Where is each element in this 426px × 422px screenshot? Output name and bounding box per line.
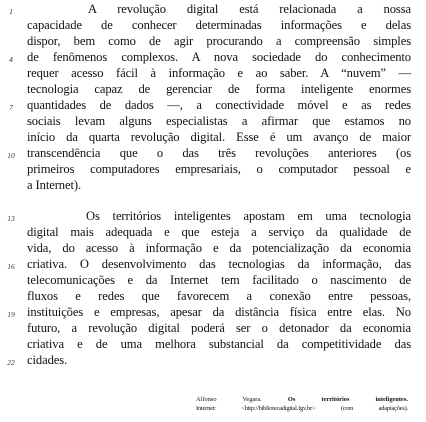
line-number-19: 19: [7, 310, 15, 319]
line-number-22: 22: [7, 358, 15, 367]
source-line-2: Internet: <http://bibliotecadigital.fgv.br> (com adaptações).: [196, 405, 408, 412]
text-line: tecnologia capaz de gerenciar de forma inteligente enormes: [27, 82, 411, 96]
text-line: fluxos e redes que favorecem a conexão entre pessoas,: [27, 289, 411, 303]
text-line: A revolução digital está relacionada a nossa: [88, 2, 411, 16]
text-line: primeiros computadores empresariais, o computador pessoal e: [27, 162, 411, 176]
line-number-1: 1: [9, 7, 13, 16]
text-line: futuro, a revolução digital poderá ser o detonador da economia: [27, 321, 411, 335]
text-line: telecomunicações e da Internet tem facilitado o nascimento de: [27, 273, 411, 287]
text-line: quantidades de dados —, a conectividade móvel e as redes: [27, 98, 411, 112]
line-number-10: 10: [7, 151, 15, 160]
text-line: digital mais adequada e que esteja a serviço da qualidade de: [27, 225, 411, 239]
text-line: cidades.: [27, 353, 68, 367]
line-number-7: 7: [9, 103, 13, 112]
source-author: Alfonso Vegara.: [196, 396, 262, 403]
line-number-13: 13: [7, 214, 15, 223]
text-line: requer acesso fácil à informação e ao saber. A “nuvem” —: [27, 66, 411, 80]
text-line: capacidade de conhecer determinadas informações e delas: [27, 18, 411, 32]
source-title: Os territórios inteligentes.: [287, 396, 408, 403]
text-line: Os territórios inteligentes apostam em uma tecnologia: [86, 209, 411, 223]
line-number-16: 16: [7, 262, 15, 271]
text-line: criativa. O desenvolvimento das tecnologias da informação, das: [27, 257, 411, 271]
text-line: início da quarta revolução digital. Esse é um avanço de maior: [27, 130, 411, 144]
text-line: de fenômenos complexos. A nova sociedade do conhecimento: [27, 50, 411, 64]
source-line-1: [196, 395, 408, 404]
text-line: criativa e de uma melhora substancial da competitividade das: [27, 337, 411, 351]
text-line: instituições e empresas, apesar da distância física entre elas. No: [27, 305, 411, 319]
text-line: transcendência que o das três revoluções anteriores (os: [27, 146, 411, 160]
text-line: vida, do acesso à informação e da potencialização da economia: [27, 241, 411, 255]
text-line: a Internet).: [27, 178, 82, 192]
text-line: dispor, bem como de agir procurando a compreensão simples: [27, 34, 411, 48]
line-number-4: 4: [9, 55, 13, 64]
text-line: sociais levam alguns especialistas a afirmar que estamos no: [27, 114, 411, 128]
